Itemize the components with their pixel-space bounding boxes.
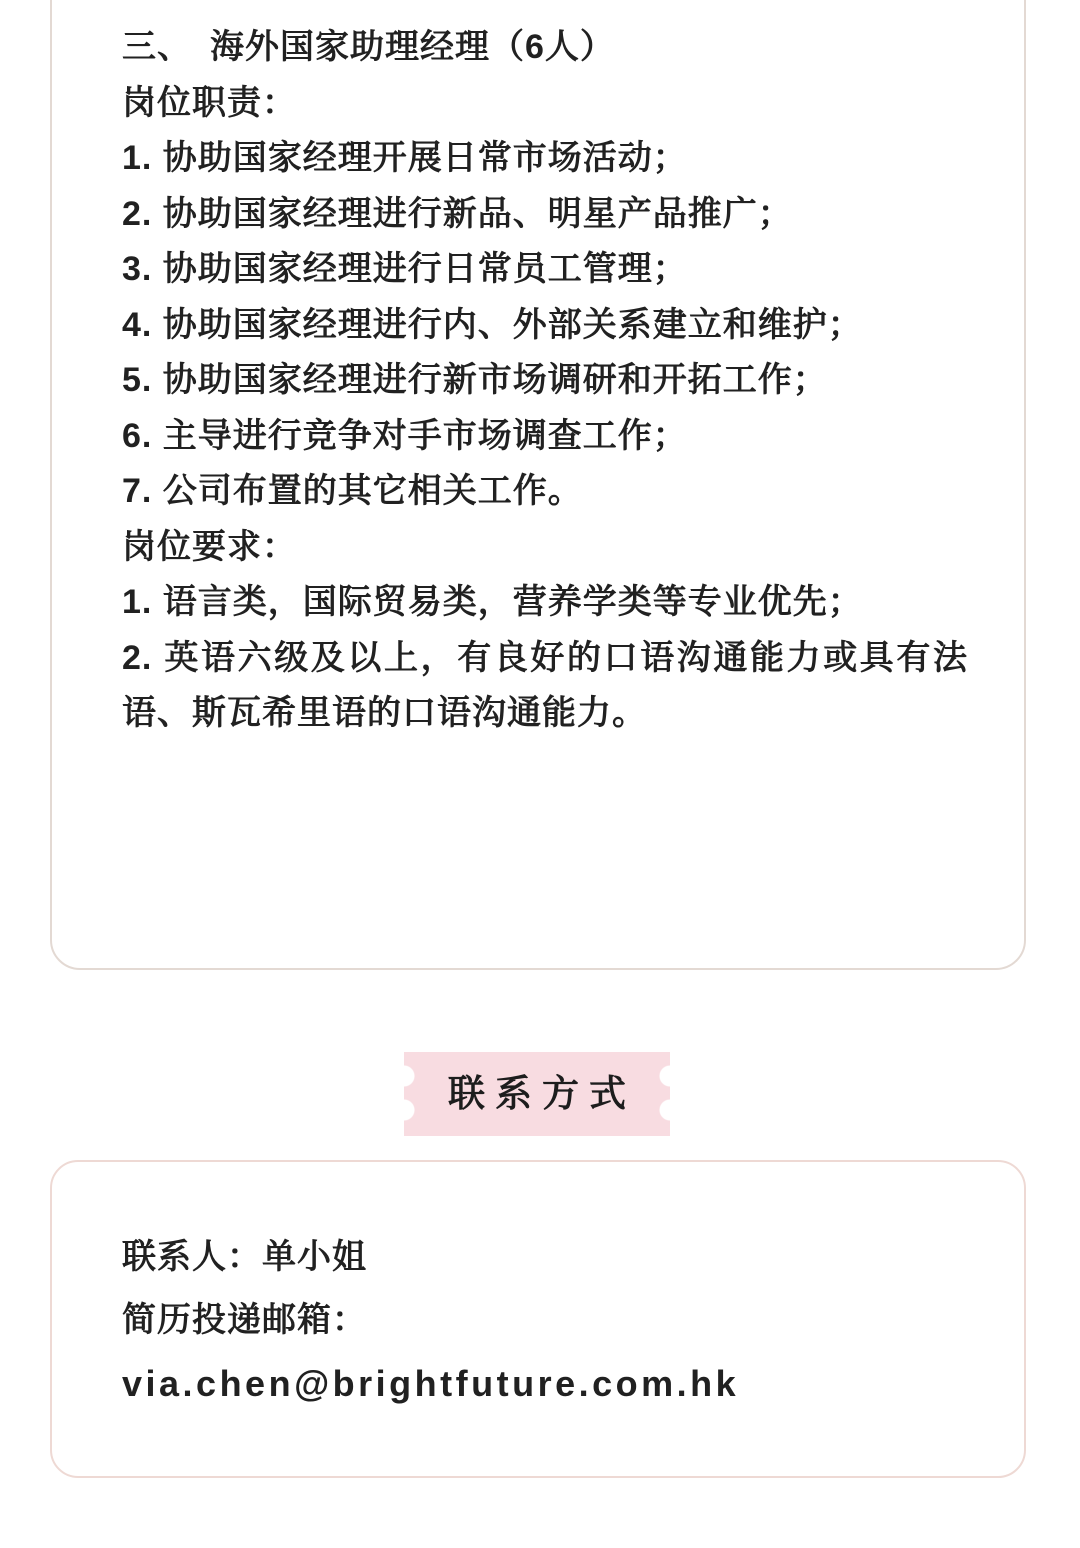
job-description-text — [122, 20, 968, 742]
duty-item-2: 2. 协助国家经理进行新品、明星产品推广； — [122, 194, 793, 233]
requirement-item-2: 2. 英语六级及以上，有良好的口语沟通能力或具有法语、斯瓦希里语的口语沟通能力。 — [122, 638, 968, 732]
duty-item-6: 6. 主导进行竞争对手市场调查工作； — [122, 416, 688, 455]
contact-section-ribbon — [404, 1052, 670, 1136]
requirement-item-1: 1. 语言类，国际贸易类，营养学类等专业优先； — [122, 583, 863, 621]
requirements-heading: 岗位要求： — [122, 527, 297, 566]
duties-heading: 岗位职责： — [122, 83, 297, 122]
resume-email-address: via.chen@brightfuture.com.hk — [122, 1363, 740, 1404]
job-title: 三、 海外国家助理经理（6人） — [122, 28, 615, 66]
contact-section-title: 联系方式 — [448, 1073, 636, 1114]
duty-item-3: 3. 协助国家经理进行日常员工管理； — [122, 250, 688, 288]
email-caption: 简历投递邮箱： — [122, 1301, 367, 1339]
duty-item-4: 4. 协助国家经理进行内、外部关系建立和维护； — [122, 305, 863, 344]
contact-card — [50, 1160, 1026, 1478]
duty-item-7: 7. 公司布置的其它相关工作。 — [122, 472, 583, 510]
duty-item-1: 1. 协助国家经理开展日常市场活动； — [122, 139, 688, 177]
contact-person: 联系人：单小姐 — [122, 1238, 367, 1276]
job-description-card — [50, 0, 1026, 970]
contact-card-text — [122, 1226, 968, 1415]
duty-item-5: 5. 协助国家经理进行新市场调研和开拓工作； — [122, 361, 828, 399]
